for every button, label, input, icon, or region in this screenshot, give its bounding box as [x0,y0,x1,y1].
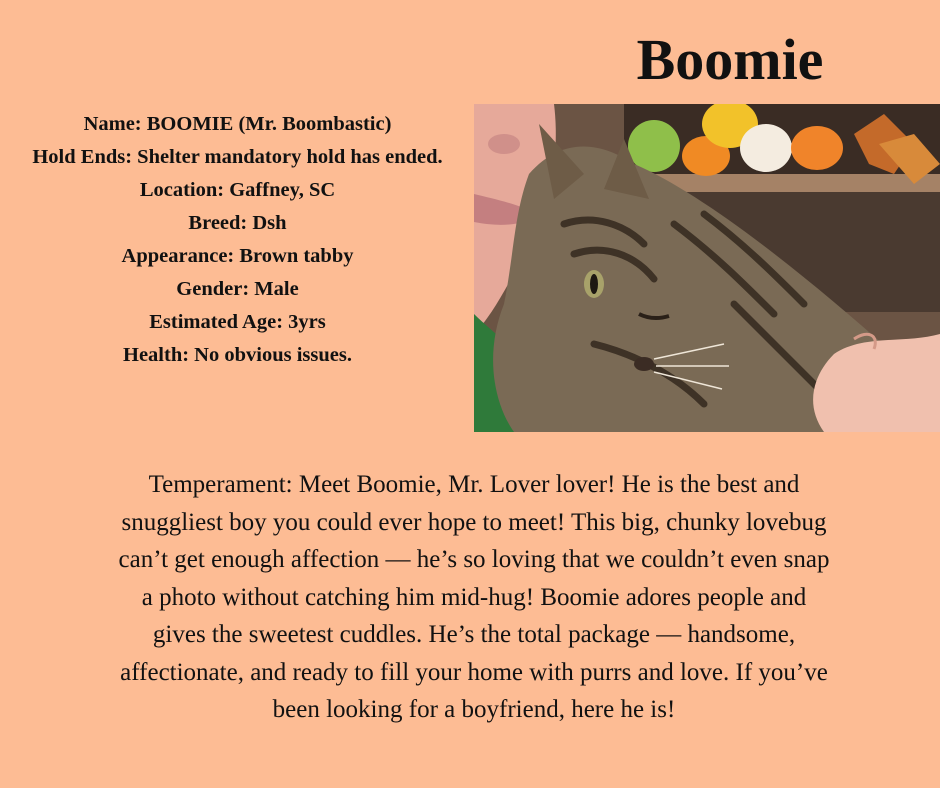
detail-breed: Breed: Dsh [188,212,287,234]
detail-hold-ends: Hold Ends: Shelter mandatory hold has ended. [32,146,443,168]
cat-photo [474,104,940,432]
page-title: Boomie [636,27,824,92]
detail-name: Name: BOOMIE (Mr. Boombastic) [83,113,392,135]
temperament-text: Temperament: Meet Boomie, Mr. Lover lover! He is the best and snuggliest boy you could ever hope to meet! This big, chunky lovebug can’t get enough affection — he’s so loving that we couldn’t even snap a photo without catching him mid-hug! Boomie adores people and gives the sweetest cuddles. He’s the total package — handsome, affectionate, and ready to fill your home with purrs and love. If you’ve been looking for a boyfriend, here he is! [118,471,830,723]
pet-details [30,108,445,372]
detail-location: Location: Gaffney, SC [139,179,336,201]
detail-health: Health: No obvious issues. [123,344,352,366]
detail-age: Estimated Age: 3yrs [149,311,326,333]
detail-gender: Gender: Male [176,278,299,300]
detail-appearance: Appearance: Brown tabby [121,245,354,267]
